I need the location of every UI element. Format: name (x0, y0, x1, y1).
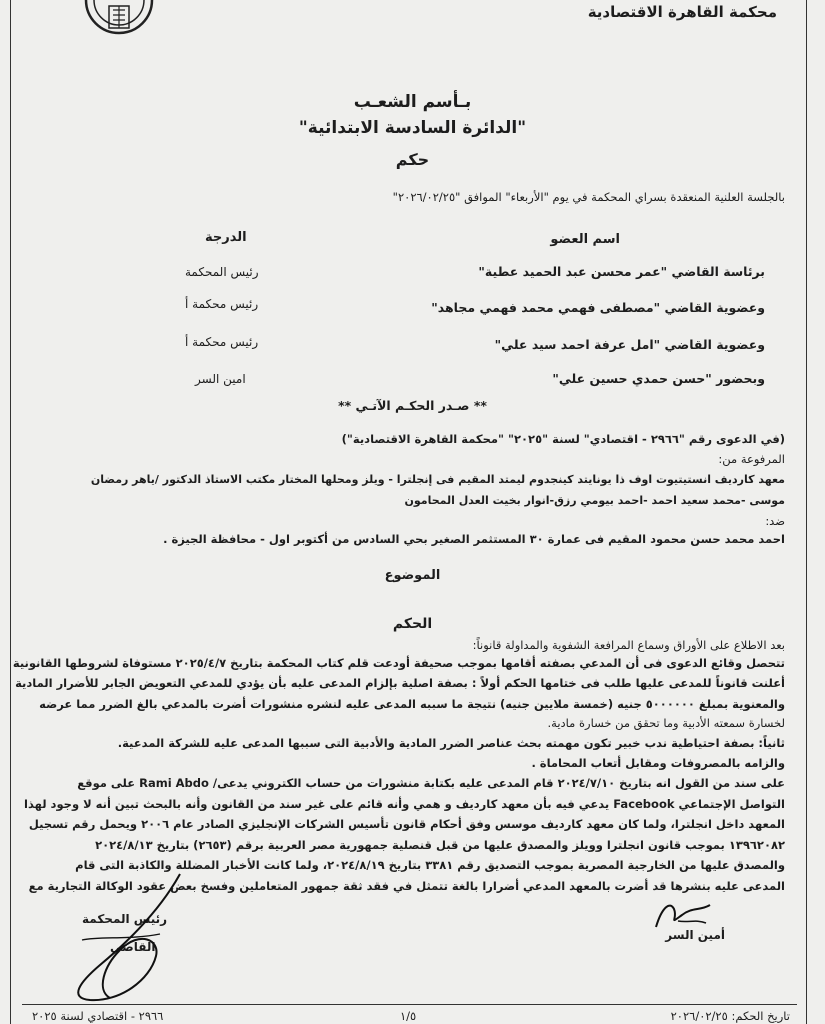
title-circuit: "الدائرة السادسة الابتدائية" (298, 118, 527, 138)
body-line: والمصدق عليها من الخارجية المصرية بموجب التصديق رقم ٣٣٨١ بتاريخ ٢٠٢٤/٨/١٩، ولما كانت الأخبار المضللة والكاذبة التى قام (75, 858, 785, 872)
judge-label: القاضي (110, 940, 156, 954)
body-line: بعد الاطلاع على الأوراق وسماع المرافعة الشفوية والمداولة قانوناً: (472, 638, 785, 652)
subject-title: الموضوع (384, 568, 441, 583)
plaintiff-label: المرفوعة من: (718, 452, 785, 466)
court-seal-icon (80, 0, 158, 50)
column-member: اسم العضو (550, 232, 620, 247)
president-label: رئيس المحكمة (82, 912, 168, 926)
body-line: المدعى عليه بنشرها قد أضرت بالمعهد المدعي أضرارا بالغة تتمثل في فقد ثقة جمهور المتعاملين وفسخ بعض عقود الوكالة التجارية مع (28, 879, 785, 893)
panel-rank-1: رئيس المحكمة (185, 265, 259, 279)
case-line: (في الدعوى رقم "٢٩٦٦ - اقتصادي" لسنة "٢٠٢٥" "محكمة القاهرة الاقتصادية") (341, 432, 785, 446)
secretary-label: أمين السر (665, 928, 725, 942)
footer-judgment-date: تاريخ الحكم: ٢٠٢٦/٠٢/٢٥ (670, 1009, 790, 1023)
defendant-line-1: احمد محمد حسن محمود المقيم فى عمارة ٣٠ المستثمر الصغير بحي السادس من أكتوبر اول - محافظة الجيزة . (163, 532, 785, 546)
plaintiff-line-1: معهد كارديف انستيتيوت اوف ذا يونايتد كينجدوم ليمتد المقيم فى إنجلترا - ويلز ومحلها المختار مكتب الاستاذ الدكتور /ياهر رمضان (90, 473, 785, 486)
panel-name-4: وبحضور "حسن حمدي حسين علي" (552, 371, 765, 386)
body-line: على سند من القول انه بتاريخ ٢٠٢٤/٧/١٠ قام المدعى عليه بكتابة منشورات من حساب الكتروني يدعى/ Rami Abdo على موقع (77, 776, 785, 790)
panel-name-3: وعضوية القاضي "امل عرفة احمد سيد علي" (494, 337, 765, 352)
court-name-header: محكمة القاهرة الاقتصادية (587, 3, 777, 21)
footer-case-ref: ٢٩٦٦ - اقتصادي لسنة ٢٠٢٥ (32, 1009, 164, 1023)
body-line: أعلنت قانوناً للمدعى عليها طلب فى ختامها الحكم أولاً : بصفة اصلية بإلزام المدعى عليه بأن يؤدي للمدعي التعويض الجابر للأضرار المادية (15, 676, 785, 690)
footer-rule (22, 1004, 797, 1005)
body-line: والمعنوية بمبلغ ٥٠٠٠٠٠٠ جنيه (خمسة ملايين جنيه) نتيجة ما سببه المدعى عليه لنشره منشورات أضرت بالمدعي بالغ الضرر مما عرضه (39, 697, 785, 711)
body-line: تتحصل وقائع الدعوى فى أن المدعي بصفته أقامها بموجب صحيفة أودعت قلم كتاب المحكمة بتاريخ ٢٠٢٥/٤/٧ مستوفاة لشروطها القانونية (12, 656, 785, 670)
defendant-label: ضد: (765, 514, 785, 528)
column-rank: الدرجة (205, 230, 247, 245)
panel-rank-2: رئيس محكمة أ (185, 297, 259, 311)
body-line: ١٣٩٦٢٠٨٢ بموجب قانون انجلترا وويلز والمصدق عليها من قبل قنصلية جمهورية مصر العربية برقم (٢٦٥٣) بتاريخ ٢٠٢٤/٨/١٣ (95, 838, 785, 852)
body-line: والزامه بالمصروفات ومقابل أتعاب المحاماة . (531, 756, 785, 770)
judge-signature-icon (60, 870, 190, 1010)
body-line: التواصل الإجتماعي Facebook يدعي فيه بأن معهد كارديف و همي وأنه قائم على غير سند من القانون وأنه بالبحث تبين أنه لا وجود لهذا (24, 797, 785, 811)
title-people: بـأسم الشعـب (353, 92, 472, 112)
panel-name-1: برئاسة القاضي "عمر محسن عبد الحميد عطية" (478, 264, 765, 279)
plaintiff-line-2: موسى -محمد سعيد احمد -احمد بيومي رزق-انوار بخيت العدل المحامون (404, 494, 785, 507)
body-line: ثانياً: بصفة احتياطية ندب خبير تكون مهمته بحث عناصر الضرر المادية والأدبية التى سببها المدعى عليه للشركة المدعية. (117, 736, 785, 750)
footer-page-number: ١/٥ (400, 1009, 417, 1023)
body-line: المعهد داخل انجلترا، ولما كان معهد كارديف موسس وفق أحكام قانون تأسيس الشركات الإنجليزي الصادر عام ٢٠٠٦ ويحمل رقم تسجيل (28, 817, 785, 831)
session-line: بالجلسة العلنية المنعقدة بسراي المحكمة في يوم "الأربعاء" الموافق "٢٠٢٦/٠٢/٢٥" (392, 190, 785, 204)
panel-name-2: وعضوية القاضي "مصطفى فهمي محمد فهمي مجاهد" (431, 300, 765, 315)
panel-rank-4: امين السر (195, 372, 246, 386)
judgment-issued: ** صـدر الحكـم الآتـي ** (338, 398, 487, 413)
ruling-title: الحكم (392, 616, 433, 632)
panel-rank-3: رئيس محكمة أ (185, 335, 259, 349)
title-judgment: حكم (395, 150, 430, 169)
body-line: لخسارة سمعته الأدبية وما تحقق من خسارة مادية. (547, 716, 785, 730)
